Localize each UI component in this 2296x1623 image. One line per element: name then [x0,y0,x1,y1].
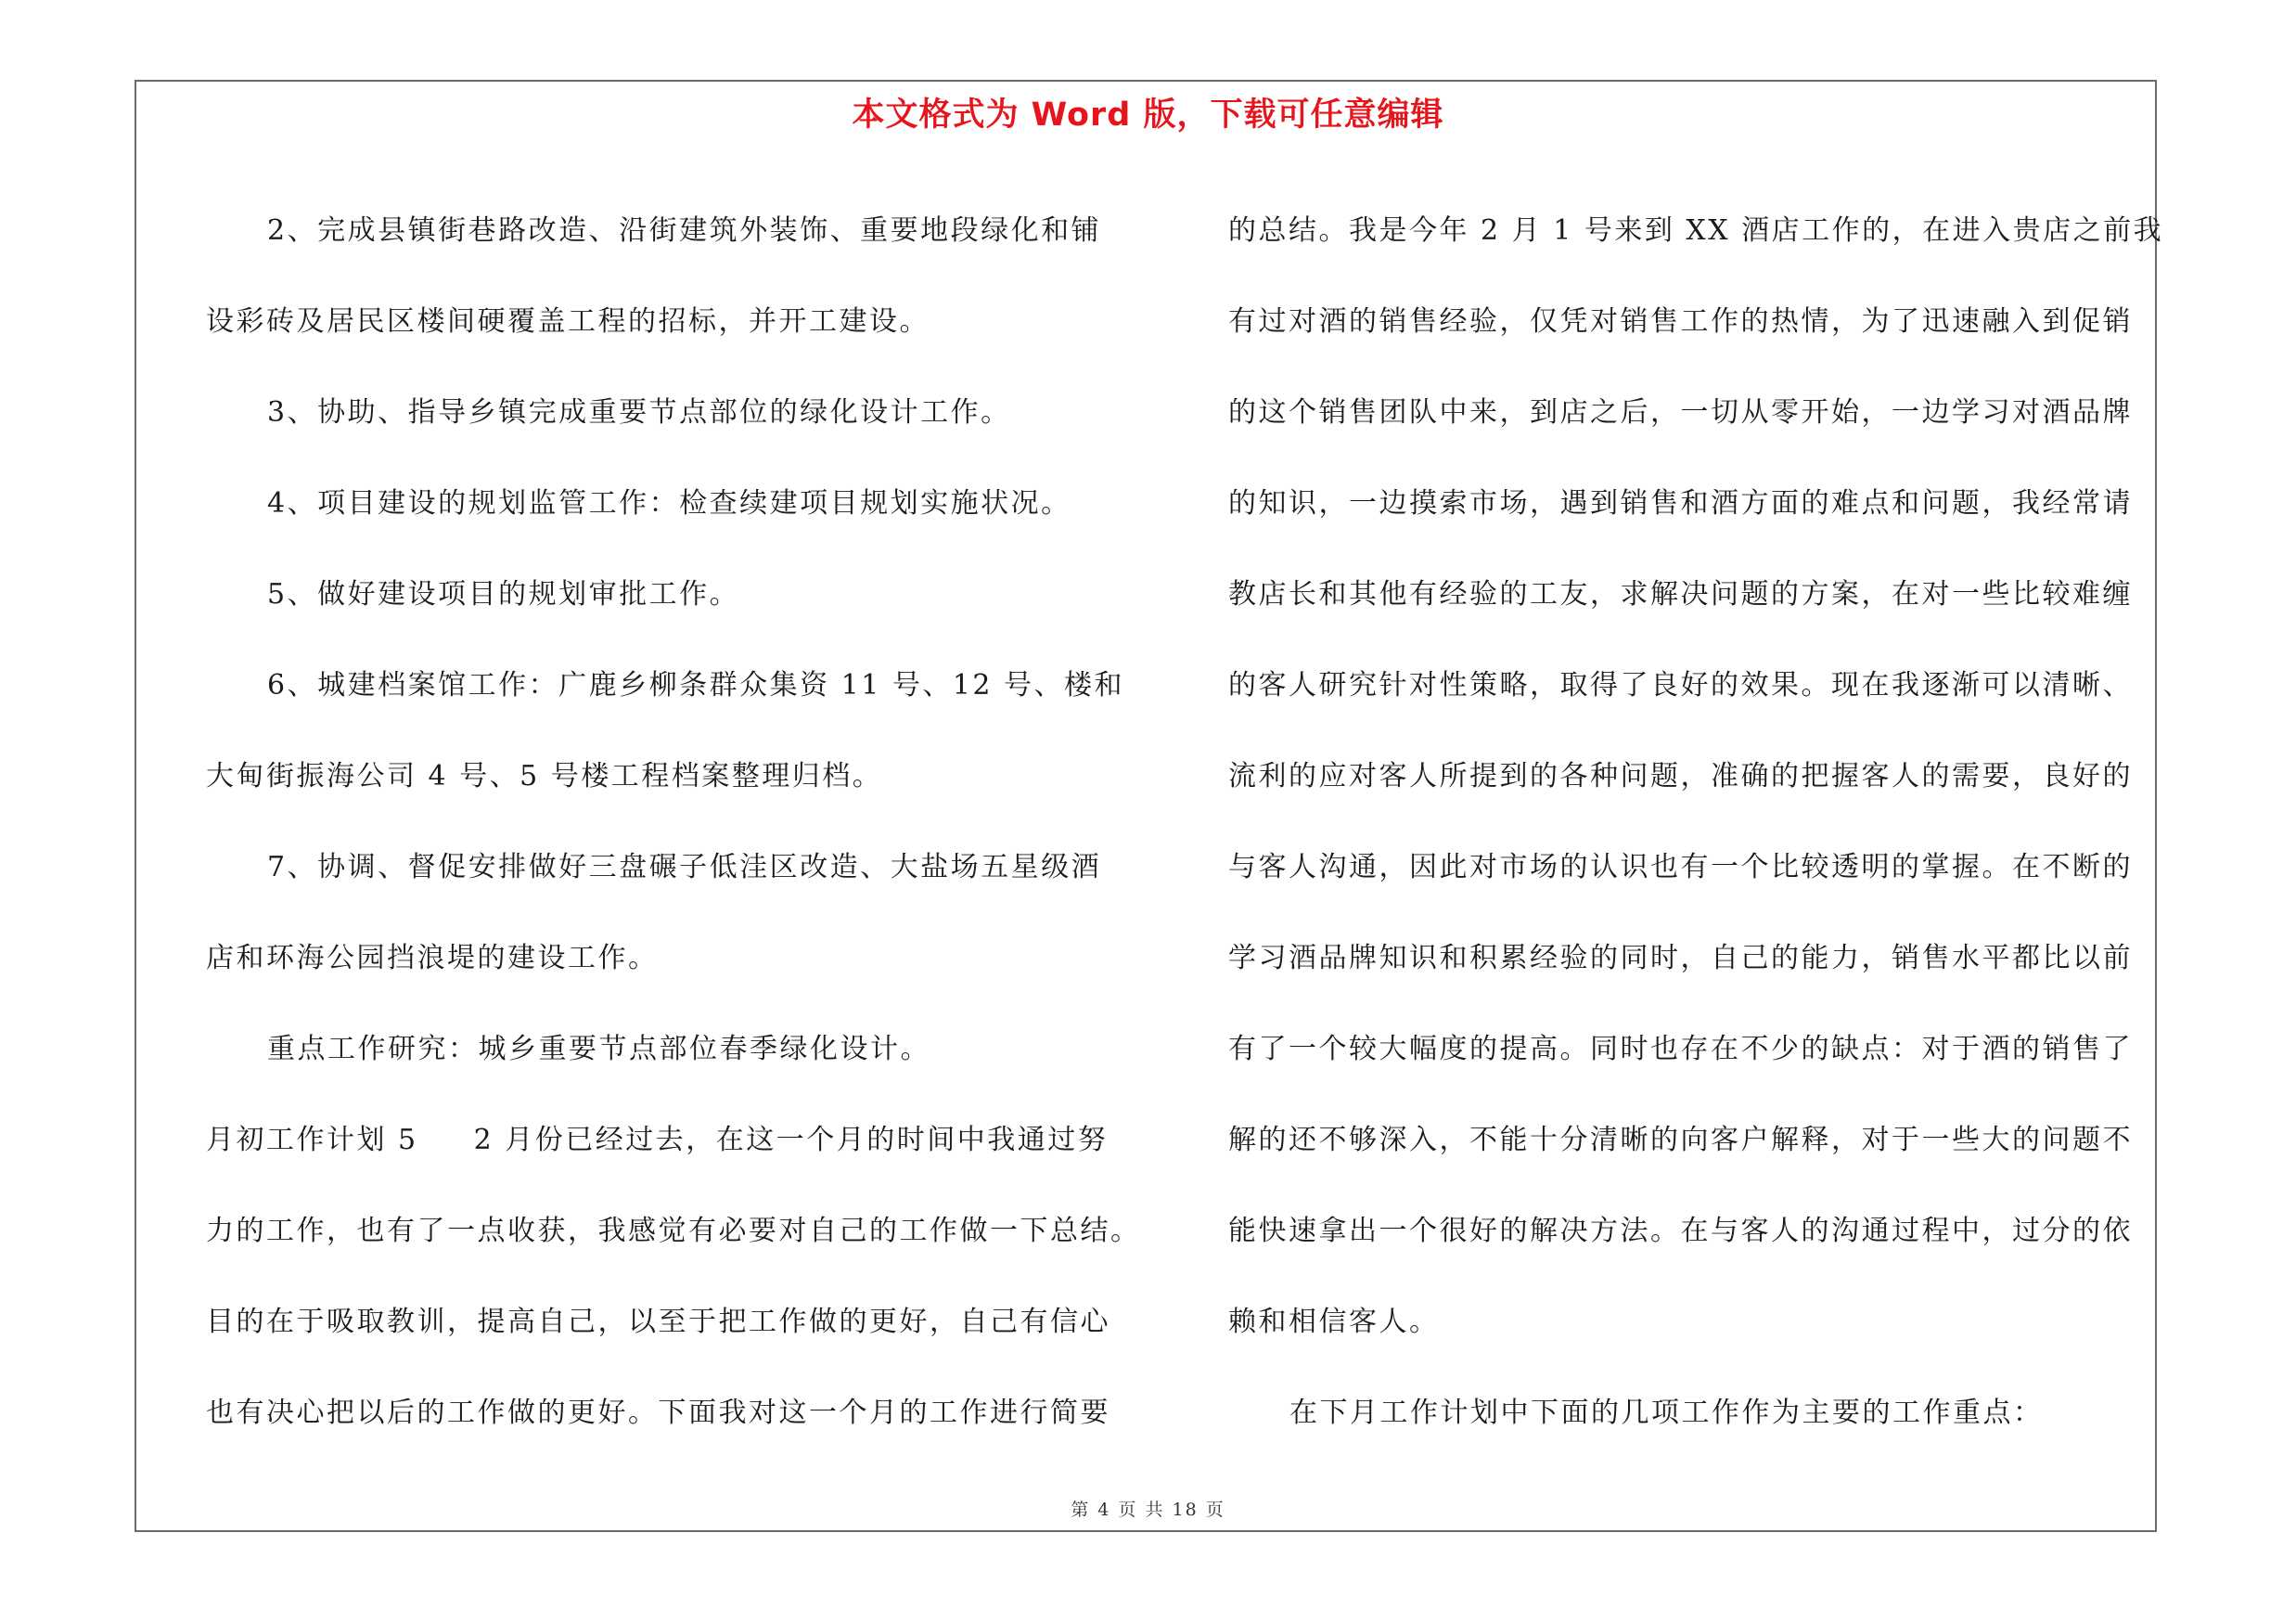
paragraph-line: 大甸街振海公司 4 号、5 号楼工程档案整理归档。 [206,760,883,792]
paragraph-line: 2、完成县镇街巷路改造、沿街建筑外装饰、重要地段绿化和铺 [267,214,1102,247]
paragraph-line: 解的还不够深入，不能十分清晰的向客户解释，对于一些大的问题不 [1228,1124,2133,1156]
paragraph-line: 的总结。我是今年 2 月 1 号来到 XX 酒店工作的，在进入贵店之前我 [1228,214,2164,247]
paragraph-line: 的客人研究针对性策略，取得了良好的效果。现在我逐渐可以清晰、 [1228,669,2133,702]
paragraph-line: 目的在于吸取教训，提高自己，以至于把工作做的更好，自己有信心 [206,1306,1110,1338]
page-number: 第 4 页 共 18 页 [1071,1500,1225,1520]
left-text-column [206,186,1141,1459]
paragraph-line: 6、城建档案馆工作：广鹿乡柳条群众集资 11 号、12 号、楼和 [267,669,1125,702]
paragraph-line: 有了一个较大幅度的提高。同时也存在不少的缺点：对于酒的销售了 [1228,1033,2133,1065]
paragraph-line: 店和环海公园挡浪堤的建设工作。 [206,942,659,974]
paragraph-line: 3、协助、指导乡镇完成重要节点部位的绿化设计工作。 [267,396,1011,429]
paragraph-line: 7、协调、督促安排做好三盘碾子低洼区改造、大盐场五星级酒 [267,851,1102,883]
paragraph-line: 在下月工作计划中下面的几项工作作为主要的工作重点： [1289,1397,2044,1429]
inline-heading: 月初工作计划 5 [206,1124,418,1156]
paragraph-line: 4、项目建设的规划监管工作：检查续建项目规划实施状况。 [267,487,1071,520]
paragraph-line: 能快速拿出一个很好的解决方法。在与客人的沟通过程中，过分的依 [1228,1215,2133,1247]
paragraph-line: 力的工作，也有了一点收获，我感觉有必要对自己的工作做一下总结。 [206,1215,1141,1247]
paragraph-line: 的知识，一边摸索市场，遇到销售和酒方面的难点和问题，我经常请 [1228,487,2133,520]
format-notice: 本文格式为 Word 版，下载可任意编辑 [852,97,1444,134]
paragraph-line: 与客人沟通，因此对市场的认识也有一个比较透明的掌握。在不断的 [1228,851,2133,883]
paragraph-line-with-heading [206,1095,1134,1186]
paragraph-line: 重点工作研究：城乡重要节点部位春季绿化设计。 [267,1033,930,1065]
paragraph-line: 赖和相信客人。 [1228,1306,1440,1338]
paragraph-line: 教店长和其他有经验的工友，求解决问题的方案，在对一些比较难缠 [1228,578,2133,611]
right-text-column [1228,186,2164,1459]
paragraph-line: 学习酒品牌知识和积累经验的同时，自己的能力，销售水平都比以前 [1228,942,2133,974]
paragraph-line: 流利的应对客人所提到的各种问题，准确的把握客人的需要，良好的 [1228,760,2133,792]
paragraph-line: 的这个销售团队中来，到店之后，一切从零开始，一边学习对酒品牌 [1228,396,2133,429]
paragraph-line: 5、做好建设项目的规划审批工作。 [267,578,740,611]
paragraph-line: 设彩砖及居民区楼间硬覆盖工程的招标，并开工建设。 [206,305,930,338]
paragraph-line: 也有决心把以后的工作做的更好。下面我对这一个月的工作进行简要 [206,1397,1110,1429]
paragraph-line: 有过对酒的销售经验，仅凭对销售工作的热情，为了迅速融入到促销 [1228,305,2133,338]
paragraph-text: 2 月份已经过去，在这一个月的时间中我通过努 [473,1124,1109,1156]
